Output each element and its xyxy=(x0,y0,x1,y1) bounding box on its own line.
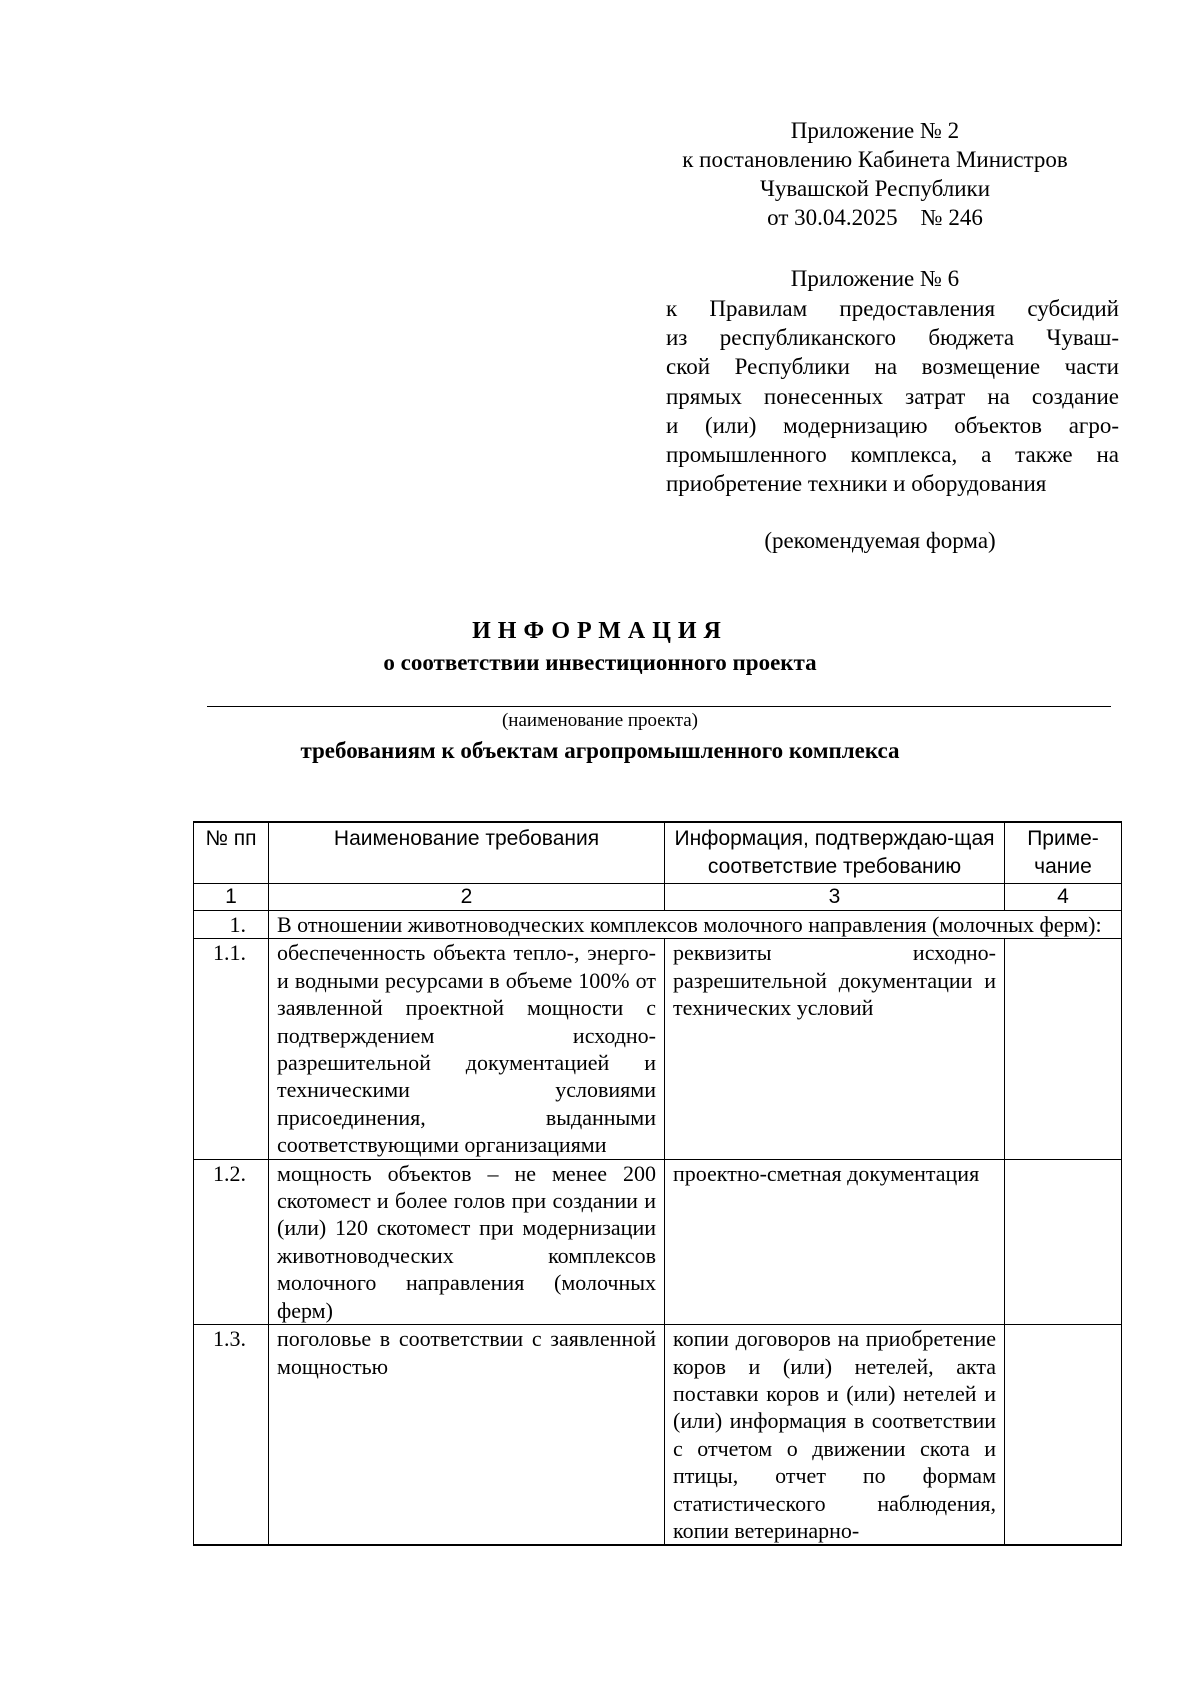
appendix6-line: и (или) модернизацию объектов агро- xyxy=(666,412,1119,438)
col-number: 3 xyxy=(665,884,1005,911)
col-number: 2 xyxy=(269,884,665,911)
appendix2-block xyxy=(660,116,1090,232)
table-header-row xyxy=(194,822,1122,884)
appendix6-line: к Правилам предоставления субсидий xyxy=(666,296,1119,321)
header-note-text: Приме-чание xyxy=(1027,827,1099,878)
row-requirement: обеспеченность объекта тепло-, энерго- и водными ресурсами в объеме 100% от заявленной проектной мощности с подтверждением исходно-разрешительной документацией и техническими условиями присоединения, выданными соответствующими организациями xyxy=(269,939,665,1159)
table-row xyxy=(194,1325,1122,1546)
row-note xyxy=(1005,1159,1122,1324)
header-requirement-text: Наименование требования xyxy=(333,827,600,850)
col-number: 1 xyxy=(194,884,269,911)
row-info: реквизиты исходно-разрешительной документации и технических условий xyxy=(665,939,1005,1159)
header-num-text: № пп xyxy=(205,827,257,850)
section-num: 1. xyxy=(194,911,269,939)
header-info xyxy=(665,822,1005,884)
requirements-table xyxy=(193,821,1122,1546)
header-num xyxy=(194,822,269,884)
project-name-caption: (наименование проекта) xyxy=(501,710,698,731)
appendix2-line3: от 30.04.2025 № 246 xyxy=(767,205,983,230)
row-requirement: мощность объектов – не менее 200 скотомест и более голов при создании и (или) 120 скотомест при модернизации животноводческих комплексов молочного направления (молочных ферм) xyxy=(269,1159,665,1324)
appendix6-line: прямых понесенных затрат на создание xyxy=(666,383,1119,409)
row-note xyxy=(1005,939,1122,1159)
row-num: 1.2. xyxy=(194,1159,269,1324)
header-requirement xyxy=(269,822,665,884)
document-subtitle-2: требованиям к объектам агропромышленного комплекса xyxy=(300,738,900,763)
appendix6-title: Приложение № 6 xyxy=(790,266,960,291)
appendix6-line: приобретение техники и оборудования xyxy=(666,471,1047,497)
row-note xyxy=(1005,1325,1122,1546)
row-num: 1.3. xyxy=(194,1325,269,1546)
section-row xyxy=(194,911,1122,939)
document-title: ИНФОРМАЦИЯ xyxy=(472,618,728,644)
appendix2-line1: к постановлению Кабинета Министров xyxy=(682,147,1068,172)
header-info-text: Информация, подтверждаю-щая соответствие требованию xyxy=(674,827,995,878)
section-text: В отношении животноводческих комплексов молочного направления (молочных ферм): xyxy=(269,911,1122,939)
header-note xyxy=(1005,822,1122,884)
row-requirement: поголовье в соответствии с заявленной мощностью xyxy=(269,1325,665,1546)
appendix6-line: промышленного комплекса, а также на xyxy=(666,442,1119,468)
col-number: 4 xyxy=(1005,884,1122,911)
column-numbers-row xyxy=(194,884,1122,911)
appendix6-text xyxy=(666,294,1119,498)
document-subtitle: о соответствии инвестиционного проекта xyxy=(383,650,817,675)
table-row xyxy=(194,1159,1122,1324)
table-row xyxy=(194,939,1122,1159)
row-info: копии договоров на приобретение коров и (или) нетелей, акта поставки коров и (или) нетелей и (или) информация в соответствии с отчетом о движении скота и птицы, отчет по формам статистического наблюдения, копии ветеринарно- xyxy=(665,1325,1005,1546)
appendix2-title: Приложение № 2 xyxy=(790,118,960,143)
appendix6-line: из республиканского бюджета Чуваш- xyxy=(666,325,1119,351)
appendix6-line: ской Республики на возмещение части xyxy=(666,354,1119,380)
project-name-line xyxy=(207,706,1111,707)
form-note: (рекомендуемая форма) xyxy=(764,528,996,553)
appendix2-line2: Чувашской Республики xyxy=(759,176,991,201)
row-num: 1.1. xyxy=(194,939,269,1159)
row-info: проектно-сметная документация xyxy=(665,1159,1005,1324)
